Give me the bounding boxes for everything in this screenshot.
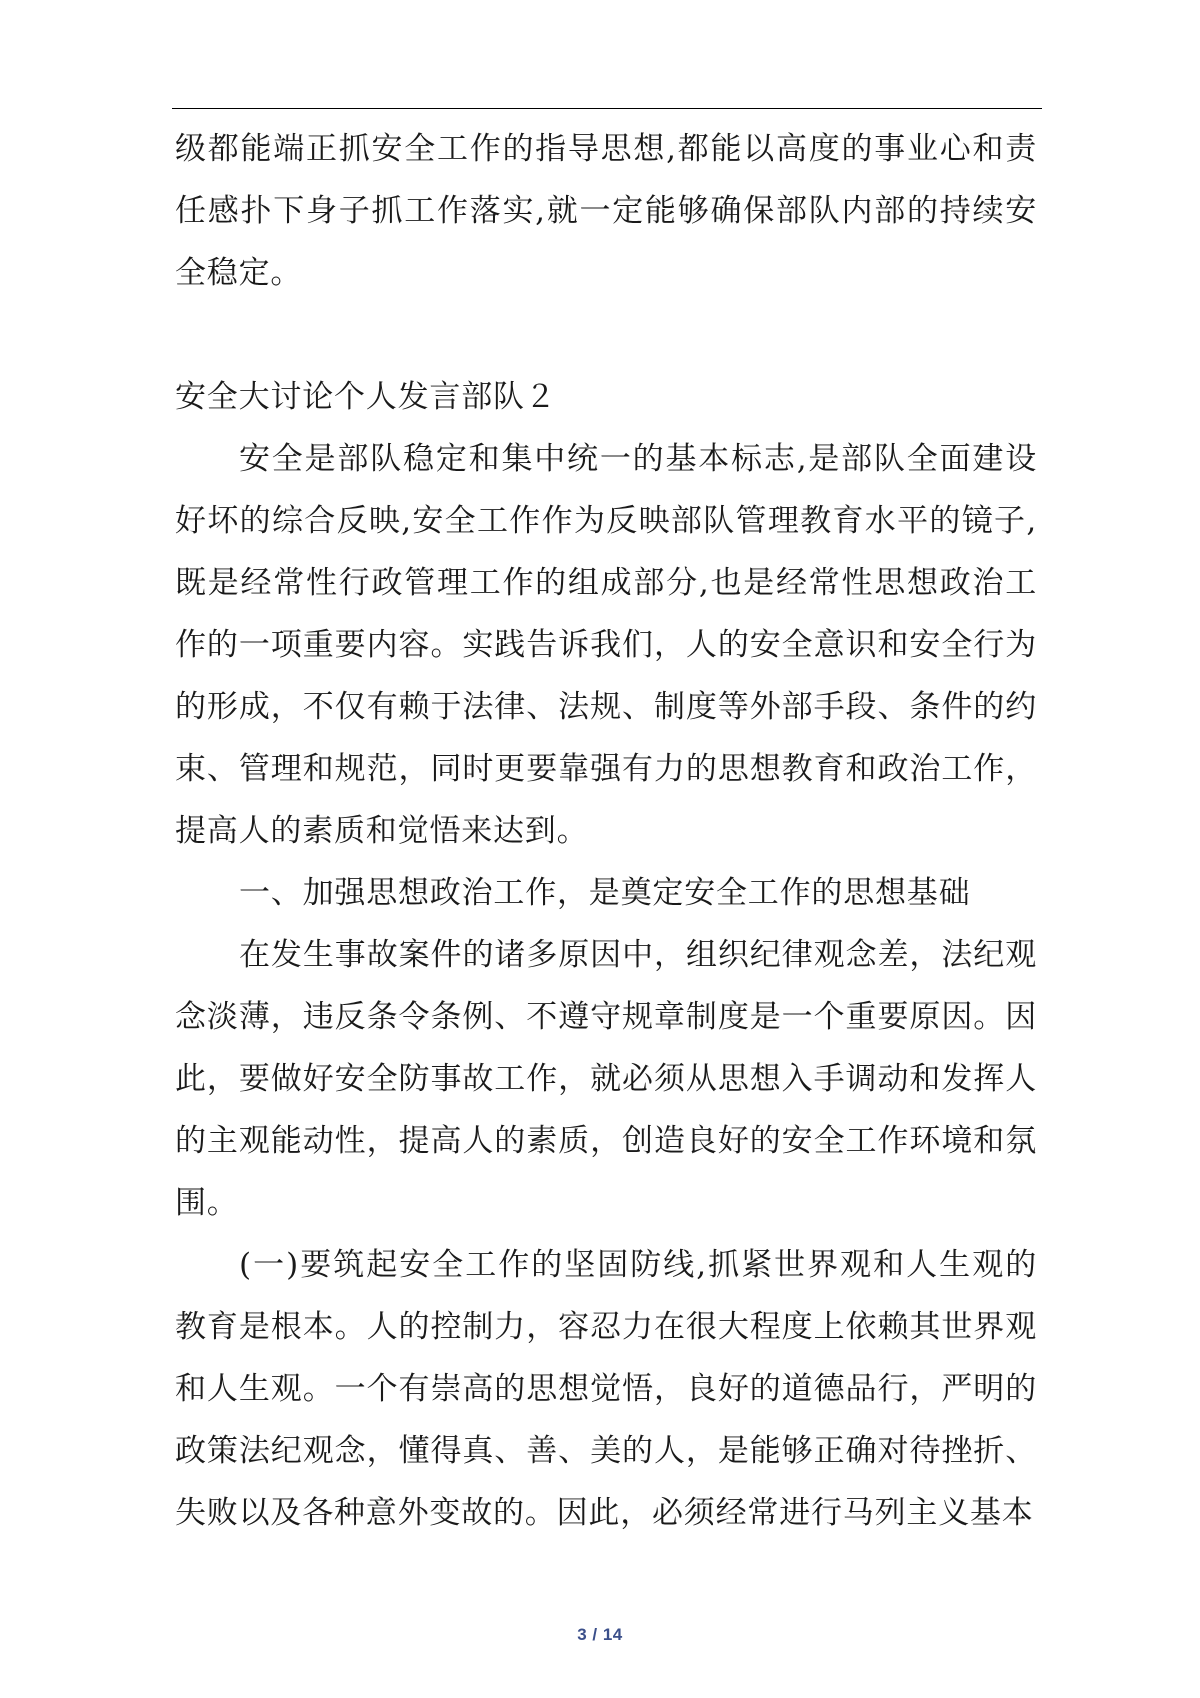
page-number: 3 / 14	[577, 1625, 623, 1644]
section-heading: 安全大讨论个人发言部队２	[175, 379, 557, 415]
paragraph-continued-text: 级都能端正抓安全工作的指导思想,都能以高度的事业心和责任感扑下身子抓工作落实,就一定能够确保部队内部的持续安全稳定。	[175, 131, 1037, 291]
paragraph-intro: 安全是部队稳定和集中统一的基本标志,是部队全面建设好坏的综合反映,安全工作作为反映部队管理教育水平的镜子,既是经常性行政管理工作的组成部分,也是经常性思想政治工作的一项重要内容。实践告诉我们，人的安全意识和安全行为的形成，不仅有赖于法律、法规、制度等外部手段、条件的约束、管理和规范，同时更要靠强有力的思想教育和政治工作，提高人的素质和觉悟来达到。	[175, 441, 1037, 849]
header-rule	[172, 108, 1042, 109]
paragraph-causes: 在发生事故案件的诸多原因中，组织纪律观念差，法纪观念淡薄，违反条令条例、不遵守规章制度是一个重要原因。因此，要做好安全防事故工作，就必须从思想入手调动和发挥人的主观能动性，提高人的素质，创造良好的安全工作环境和氛围。	[175, 937, 1037, 1221]
subheading-one: 一、加强思想政治工作，是奠定安全工作的思想基础	[239, 875, 971, 911]
document-body	[175, 118, 1037, 1544]
paragraph-point-one: (一)要筑起安全工作的坚固防线,抓紧世界观和人生观的教育是根本。人的控制力，容忍力在很大程度上依赖其世界观和人生观。一个有崇高的思想觉悟，良好的道德品行，严明的政策法纪观念，懂得真、善、美的人，是能够正确对待挫折、失败以及各种意外变故的。因此，必须经常进行马列主义基本	[175, 1247, 1037, 1531]
